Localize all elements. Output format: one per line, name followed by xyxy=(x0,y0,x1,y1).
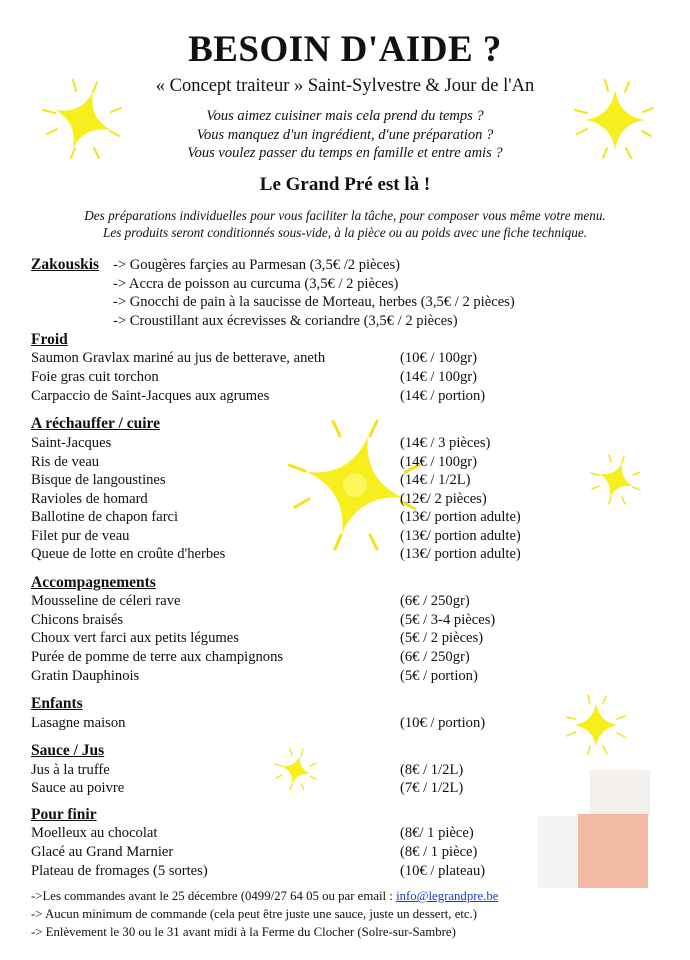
menu-item-price: (13€/ portion adulte) xyxy=(400,509,521,525)
menu-item-price: (13€/ portion adulte) xyxy=(400,546,521,562)
section-title-enfants: Enfants xyxy=(31,695,83,712)
section-title-rechauffer: A réchauffer / cuire xyxy=(31,415,160,432)
footer-pickup-line: -> Enlèvement le 30 ou le 31 avant midi à la Ferme du Clocher (Solre-sur-Sambre) xyxy=(31,925,456,939)
menu-item-price: (8€ / 1/2L) xyxy=(400,762,464,778)
image-artifact-salmon xyxy=(578,814,648,888)
menu-item-price: (6€ / 250gr) xyxy=(400,593,470,609)
footer-order-line xyxy=(31,889,579,904)
menu-item-name: Jus à la truffe xyxy=(31,762,110,778)
intro-questions xyxy=(0,107,690,163)
menu-item-price: (8€ / 1 pièce) xyxy=(400,844,478,860)
footer-order-text: ->Les commandes avant le 25 décembre (0499/27 64 05 ou par email : xyxy=(31,889,397,903)
section-title-pour-finir: Pour finir xyxy=(31,806,97,823)
menu-item-name: Ravioles de homard xyxy=(31,491,148,507)
menu-item-name: Carpaccio de Saint-Jacques aux agrumes xyxy=(31,388,270,404)
intro-line: Vous aimez cuisiner mais cela prend du temps ? xyxy=(206,108,484,124)
zakouski-item: -> Gougères farçies au Parmesan (3,5€ /2 pièces) xyxy=(113,257,401,273)
description xyxy=(0,207,690,241)
section-title-sauce-jus: Sauce / Jus xyxy=(31,742,105,759)
star-icon-small-center xyxy=(272,746,320,794)
menu-item-price: (7€ / 1/2L) xyxy=(400,780,464,796)
menu-item-name: Mousseline de céleri rave xyxy=(31,593,181,609)
image-artifact-light xyxy=(538,816,578,888)
image-artifact-light xyxy=(590,770,650,816)
menu-item-price: (14€ / 1/2L) xyxy=(400,472,471,488)
zakouski-item: -> Gnocchi de pain à la saucisse de Morteau, herbes (3,5€ / 2 pièces) xyxy=(113,294,515,310)
menu-item-name: Filet pur de veau xyxy=(31,528,130,544)
menu-item-name: Ballotine de chapon farci xyxy=(31,509,179,525)
menu-item-name: Ris de veau xyxy=(31,454,100,470)
menu-item-name: Gratin Dauphinois xyxy=(31,668,140,684)
menu-item-price: (5€ / portion) xyxy=(400,668,478,684)
intro-line: Vous manquez d'un ingrédient, d'une préparation ? xyxy=(196,126,494,143)
menu-item-price: (13€/ portion adulte) xyxy=(400,528,521,544)
menu-item-price: (10€ / 100gr) xyxy=(400,350,478,366)
footer-minimum-line: -> Aucun minimum de commande (cela peut être juste une sauce, juste un dessert, etc.) xyxy=(31,907,478,921)
menu-item-price: (14€ / 100gr) xyxy=(400,369,478,385)
section-title-zakouskis: Zakouskis xyxy=(31,256,100,273)
menu-item-name: Glacé au Grand Marnier xyxy=(31,844,174,860)
menu-item-price: (10€ / portion) xyxy=(400,715,486,731)
menu-item-price: (14€ / portion) xyxy=(400,388,486,404)
page-subtitle: « Concept traiteur » Saint-Sylvestre & Jour de l'An xyxy=(155,76,535,96)
menu-item-name: Saumon Gravlax mariné au jus de betterave, aneth xyxy=(31,350,326,366)
menu-item-name: Queue de lotte en croûte d'herbes xyxy=(31,546,226,562)
zakouski-item: -> Accra de poisson au curcuma (3,5€ / 2 pièces) xyxy=(113,276,399,292)
menu-item-name: Sauce au poivre xyxy=(31,780,125,796)
menu-item-name: Purée de pomme de terre aux champignons xyxy=(31,649,284,665)
menu-item-price: (8€/ 1 pièce) xyxy=(400,825,474,841)
menu-item-price: (14€ / 100gr) xyxy=(400,454,478,470)
star-icon-right-middle xyxy=(588,452,644,508)
menu-item-price: (5€ / 2 pièces) xyxy=(400,630,484,646)
zakouski-item: -> Croustillant aux écrevisses & coriandre (3,5€ / 2 pièces) xyxy=(113,313,458,329)
menu-item-price: (6€ / 250gr) xyxy=(400,649,470,665)
email-link[interactable]: info@legrandpre.be xyxy=(396,889,499,903)
section-title-froid: Froid xyxy=(31,331,68,348)
menu-item-price: (10€ / plateau) xyxy=(400,863,486,879)
menu-item-name: Chicons braisés xyxy=(31,612,124,628)
menu-item-name: Foie gras cuit torchon xyxy=(31,369,159,385)
menu-item-name: Saint-Jacques xyxy=(31,435,112,451)
menu-item-price: (12€/ 2 pièces) xyxy=(400,491,487,507)
page-title: BESOIN D'AIDE ? xyxy=(188,29,502,70)
menu-item-price: (14€ / 3 pièces) xyxy=(400,435,491,451)
menu-item-price: (5€ / 3-4 pièces) xyxy=(400,612,496,628)
star-icon-right-lower xyxy=(563,692,629,758)
menu-item-name: Bisque de langoustines xyxy=(31,472,166,488)
description-line: Des préparations individuelles pour vous faciliter la tâche, pour composer vous même votre menu. xyxy=(84,208,606,223)
menu-item-name: Lasagne maison xyxy=(31,715,126,731)
menu-item-name: Plateau de fromages (5 sortes) xyxy=(31,863,208,879)
menu-item-name: Moelleux au chocolat xyxy=(31,825,158,841)
intro-line: Vous voulez passer du temps en famille et entre amis ? xyxy=(187,145,503,161)
section-title-accompagnements: Accompagnements xyxy=(31,574,156,591)
menu-item-name: Choux vert farci aux petits légumes xyxy=(31,630,239,646)
description-line: Les produits seront conditionnés sous-vide, à la pièce ou au poids avec une fiche technique. xyxy=(103,225,587,240)
headline: Le Grand Pré est là ! xyxy=(259,174,431,195)
